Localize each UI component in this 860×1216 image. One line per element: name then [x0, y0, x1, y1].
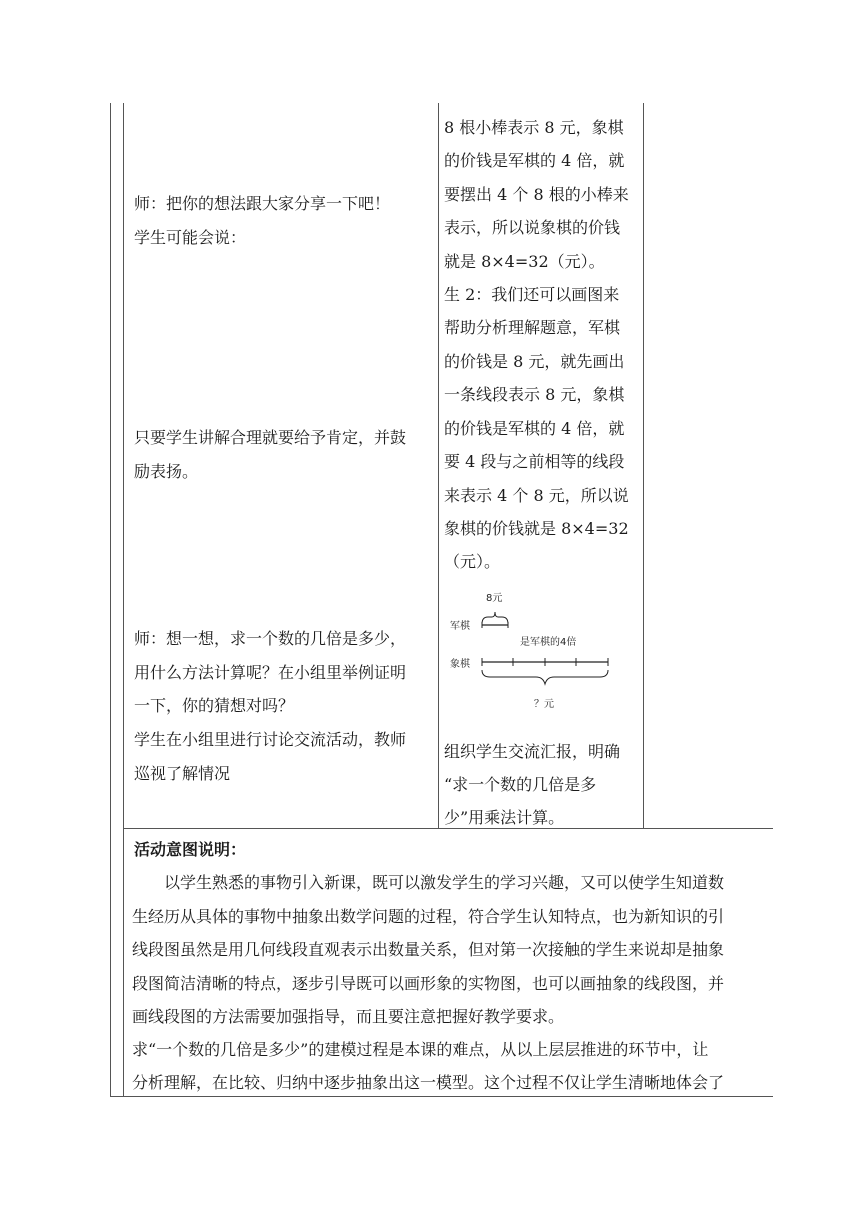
teacher-prompt-share: 师：把你的想法跟大家分享一下吧！ — [134, 194, 391, 213]
line-segment-diagram — [448, 588, 618, 713]
affirm-line-2: 励表扬。 — [134, 462, 199, 481]
diagram-top-label: 8元 — [486, 593, 503, 604]
table-border-mid2 — [643, 103, 644, 828]
intent-line: 线段图虽然是用几何线段直观表示出数量关系，但对第一次接触的学生来说却是抽象 — [132, 940, 725, 959]
intent-line: 分析理解，在比较、归纳中逐步抽象出这一模型。这个过程不仅让学生清晰地体会了 — [132, 1073, 725, 1092]
diagram-row1-label: 军棋 — [450, 621, 470, 632]
mid-line: 就是 8×4=32（元）。 — [444, 252, 605, 271]
intent-line: 生经历从具体的事物中抽象出数学问题的过程，符合学生认知特点，也为新知识的引 — [132, 907, 725, 926]
table-border-inner-left — [123, 103, 124, 1097]
intent-line: 以学生熟悉的事物引入新课，既可以激发学生的学习兴趣，又可以使学生知道数 — [164, 873, 725, 892]
teacher-question-line-1: 师：想一想，求一个数的几倍是多少， — [134, 629, 407, 648]
group-activity-line-2: 巡视了解情况 — [134, 764, 231, 783]
intent-line: 段图简洁清晰的特点，逐步引导既可以画形象的实物图，也可以画抽象的线段图，并 — [132, 974, 725, 993]
mid-after-line: 组织学生交流汇报，明确 — [444, 742, 621, 761]
right-clip — [773, 830, 860, 1100]
diagram-relation-label: 是军棋的4倍 — [520, 637, 577, 648]
group-activity-line-1: 学生在小组里进行讨论交流活动，教师 — [134, 730, 407, 749]
mid-line: 生 2：我们还可以画图来 — [444, 285, 620, 304]
mid-line: 的价钱是军棋的 4 倍，就 — [444, 419, 625, 438]
diagram-bottom-label: ？元 — [534, 699, 554, 710]
teacher-question-line-2: 用什么方法计算呢？在小组里举例证明 — [134, 663, 407, 682]
intent-line: 求“一个数的几倍是多少”的建模过程是本课的难点，从以上层层推进的环节中，让 — [132, 1040, 709, 1059]
mid-line: 来表示 4 个 8 元，所以说 — [444, 486, 629, 505]
student-may-say: 学生可能会说： — [134, 228, 247, 247]
table-border-outer-left — [110, 103, 111, 1097]
mid-line: 一条线段表示 8 元，象棋 — [444, 385, 625, 404]
diagram-bottom-brace — [482, 670, 608, 684]
intent-line: 画线段图的方法需要加强指导，而且要注意把握好教学要求。 — [132, 1007, 565, 1026]
table-border-mid1 — [438, 103, 439, 828]
intent-heading: 活动意图说明： — [134, 840, 247, 859]
mid-line: 要 4 段与之前相等的线段 — [444, 452, 625, 471]
affirm-line-1: 只要学生讲解合理就要给予肯定，并鼓 — [134, 428, 407, 447]
diagram-top-brace — [482, 612, 508, 624]
mid-after-line: “求一个数的几倍是多 — [444, 775, 597, 794]
mid-line: 8 根小棒表示 8 元，象棋 — [444, 118, 624, 137]
mid-line: 表示，所以说象棋的价钱 — [444, 218, 621, 237]
diagram-row2-label: 象棋 — [450, 659, 470, 670]
mid-line: 的价钱是 8 元，就先画出 — [444, 352, 625, 371]
mid-line: 要摆出 4 个 8 根的小棒来 — [444, 185, 629, 204]
table-border-bottom — [110, 1096, 773, 1097]
mid-line: （元）。 — [444, 552, 501, 571]
mid-line: 的价钱是军棋的 4 倍，就 — [444, 151, 625, 170]
teacher-question-line-3: 一下，你的猜想对吗？ — [134, 696, 295, 715]
mid-after-line: 少”用乘法计算。 — [444, 808, 565, 827]
mid-line: 象棋的价钱就是 8×4=32 — [444, 519, 629, 538]
mid-line: 帮助分析理解题意，军棋 — [444, 318, 621, 337]
